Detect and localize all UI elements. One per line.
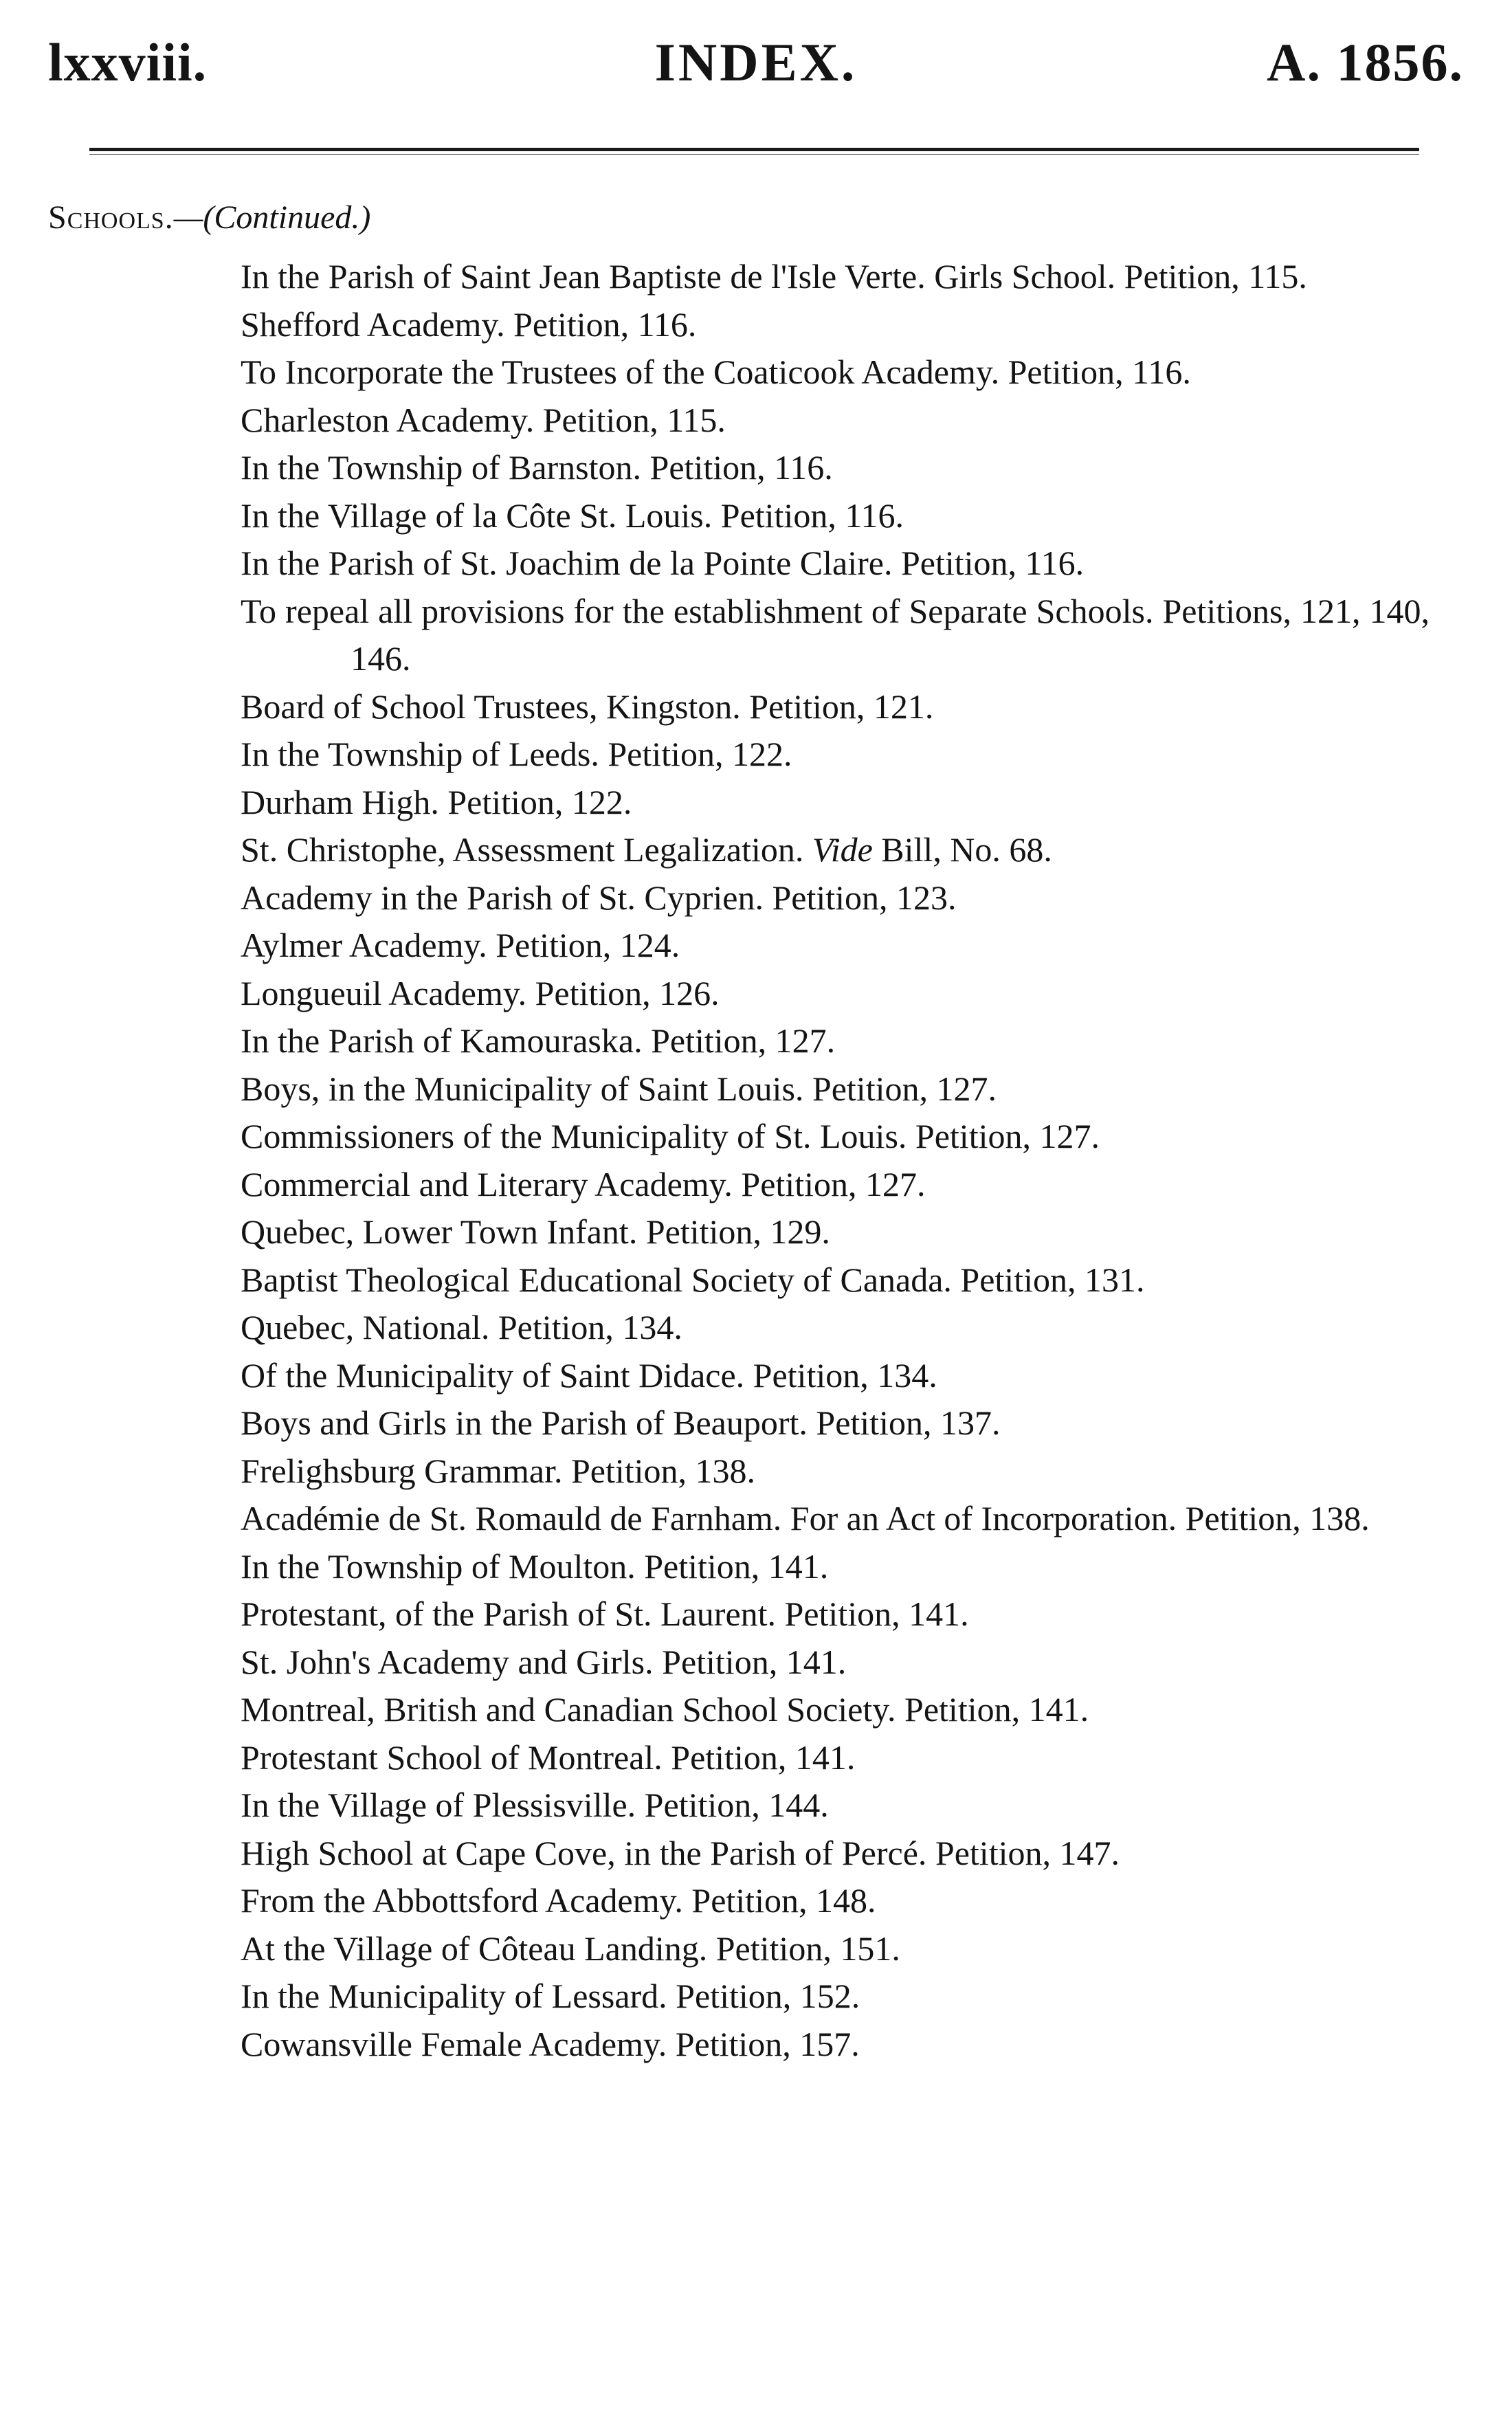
index-entry: Commercial and Literary Academy. Petition, 127. bbox=[241, 1164, 926, 1203]
index-entry: High School at Cape Cove, in the Parish of Percé. Petition, 147. bbox=[241, 1833, 1120, 1872]
section-title: Schools. bbox=[48, 199, 174, 236]
index-entry: Quebec, National. Petition, 134. bbox=[241, 1308, 682, 1346]
index-entry: Protestant, of the Parish of St. Laurent. Petition, 141. bbox=[241, 1595, 969, 1633]
index-entry: Montreal, British and Canadian School Society. Petition, 141. bbox=[241, 1690, 1089, 1729]
index-entry: Academy in the Parish of St. Cyprien. Petition, 123. bbox=[241, 878, 957, 917]
index-entry: Baptist Theological Educational Society of Canada. Petition, 131. bbox=[241, 1260, 1145, 1299]
header-rule bbox=[89, 148, 1419, 151]
index-entry: St. John's Academy and Girls. Petition, 141. bbox=[241, 1642, 847, 1681]
index-entry-italic: Vide bbox=[812, 830, 873, 869]
index-entry: Protestant School of Montreal. Petition, 141. bbox=[241, 1738, 856, 1777]
index-entry: Commissioners of the Municipality of St. Louis. Petition, 127. bbox=[241, 1117, 1100, 1155]
index-entry: In the Parish of Saint Jean Baptiste de l'Isle Verte. Girls School. Petition, 115. bbox=[241, 257, 1307, 296]
index-entry: Frelighsburg Grammar. Petition, 138. bbox=[241, 1451, 756, 1490]
index-entry: In the Township of Leeds. Petition, 122. bbox=[241, 735, 792, 773]
section-continued: —(Continued.) bbox=[173, 199, 371, 236]
index-entry: In the Village of Plessisville. Petition, 144. bbox=[241, 1786, 829, 1824]
page-title: INDEX. bbox=[654, 32, 858, 92]
index-entry: At the Village of Côteau Landing. Petition, 151. bbox=[241, 1929, 900, 1968]
index-entry: In the Municipality of Lessard. Petition, 152. bbox=[241, 1977, 860, 2015]
index-entry-list bbox=[241, 253, 1430, 2068]
index-entry: Aylmer Academy. Petition, 124. bbox=[241, 926, 680, 964]
index-entry: Of the Municipality of Saint Didace. Petition, 134. bbox=[241, 1355, 937, 1395]
index-entry: Charleston Academy. Petition, 115. bbox=[241, 400, 726, 439]
index-entry: Académie de St. Romauld de Farnham. For an Act of Incorporation. Petition, 138. bbox=[241, 1499, 1370, 1537]
index-entry: Boys, in the Municipality of Saint Louis. Petition, 127. bbox=[241, 1069, 997, 1108]
index-entry: In the Township of Barnston. Petition, 116. bbox=[241, 448, 833, 487]
index-entry: In the Township of Moulton. Petition, 141. bbox=[241, 1546, 829, 1586]
index-entry: To Incorporate the Trustees of the Coaticook Academy. Petition, 116. bbox=[241, 353, 1191, 391]
index-entry: Cowansville Female Academy. Petition, 157. bbox=[241, 2024, 860, 2063]
index-entry: From the Abbottsford Academy. Petition, 148. bbox=[241, 1881, 876, 1920]
section-heading bbox=[48, 197, 370, 238]
index-entry: Shefford Academy. Petition, 116. bbox=[241, 304, 697, 344]
page-number: lxxviii. bbox=[48, 32, 208, 92]
index-entry: Board of School Trustees, Kingston. Petition, 121. bbox=[241, 687, 934, 726]
index-entry-text: St. Christophe, Assessment Legalization. bbox=[241, 830, 812, 869]
index-entry bbox=[241, 826, 1430, 874]
index-entry: In the Parish of St. Joachim de la Pointe Claire. Petition, 116. bbox=[241, 544, 1085, 582]
index-entry: In the Parish of Kamouraska. Petition, 127. bbox=[241, 1021, 836, 1060]
index-entry: To repeal all provisions for the establishment of Separate Schools. Petitions, 121, 140, 146. bbox=[241, 591, 1430, 678]
page-header bbox=[48, 26, 1464, 109]
index-entry: Quebec, Lower Town Infant. Petition, 129. bbox=[241, 1212, 830, 1251]
year-label: A. 1856. bbox=[1267, 32, 1464, 92]
index-entry-text: Bill, No. 68. bbox=[872, 830, 1052, 869]
header-rule-thin bbox=[89, 154, 1419, 155]
index-entry: Boys and Girls in the Parish of Beauport. Petition, 137. bbox=[241, 1403, 1001, 1442]
index-entry: Durham High. Petition, 122. bbox=[241, 782, 632, 821]
index-entry: In the Village of la Côte St. Louis. Petition, 116. bbox=[241, 496, 904, 535]
index-entry: Longueuil Academy. Petition, 126. bbox=[241, 973, 720, 1012]
